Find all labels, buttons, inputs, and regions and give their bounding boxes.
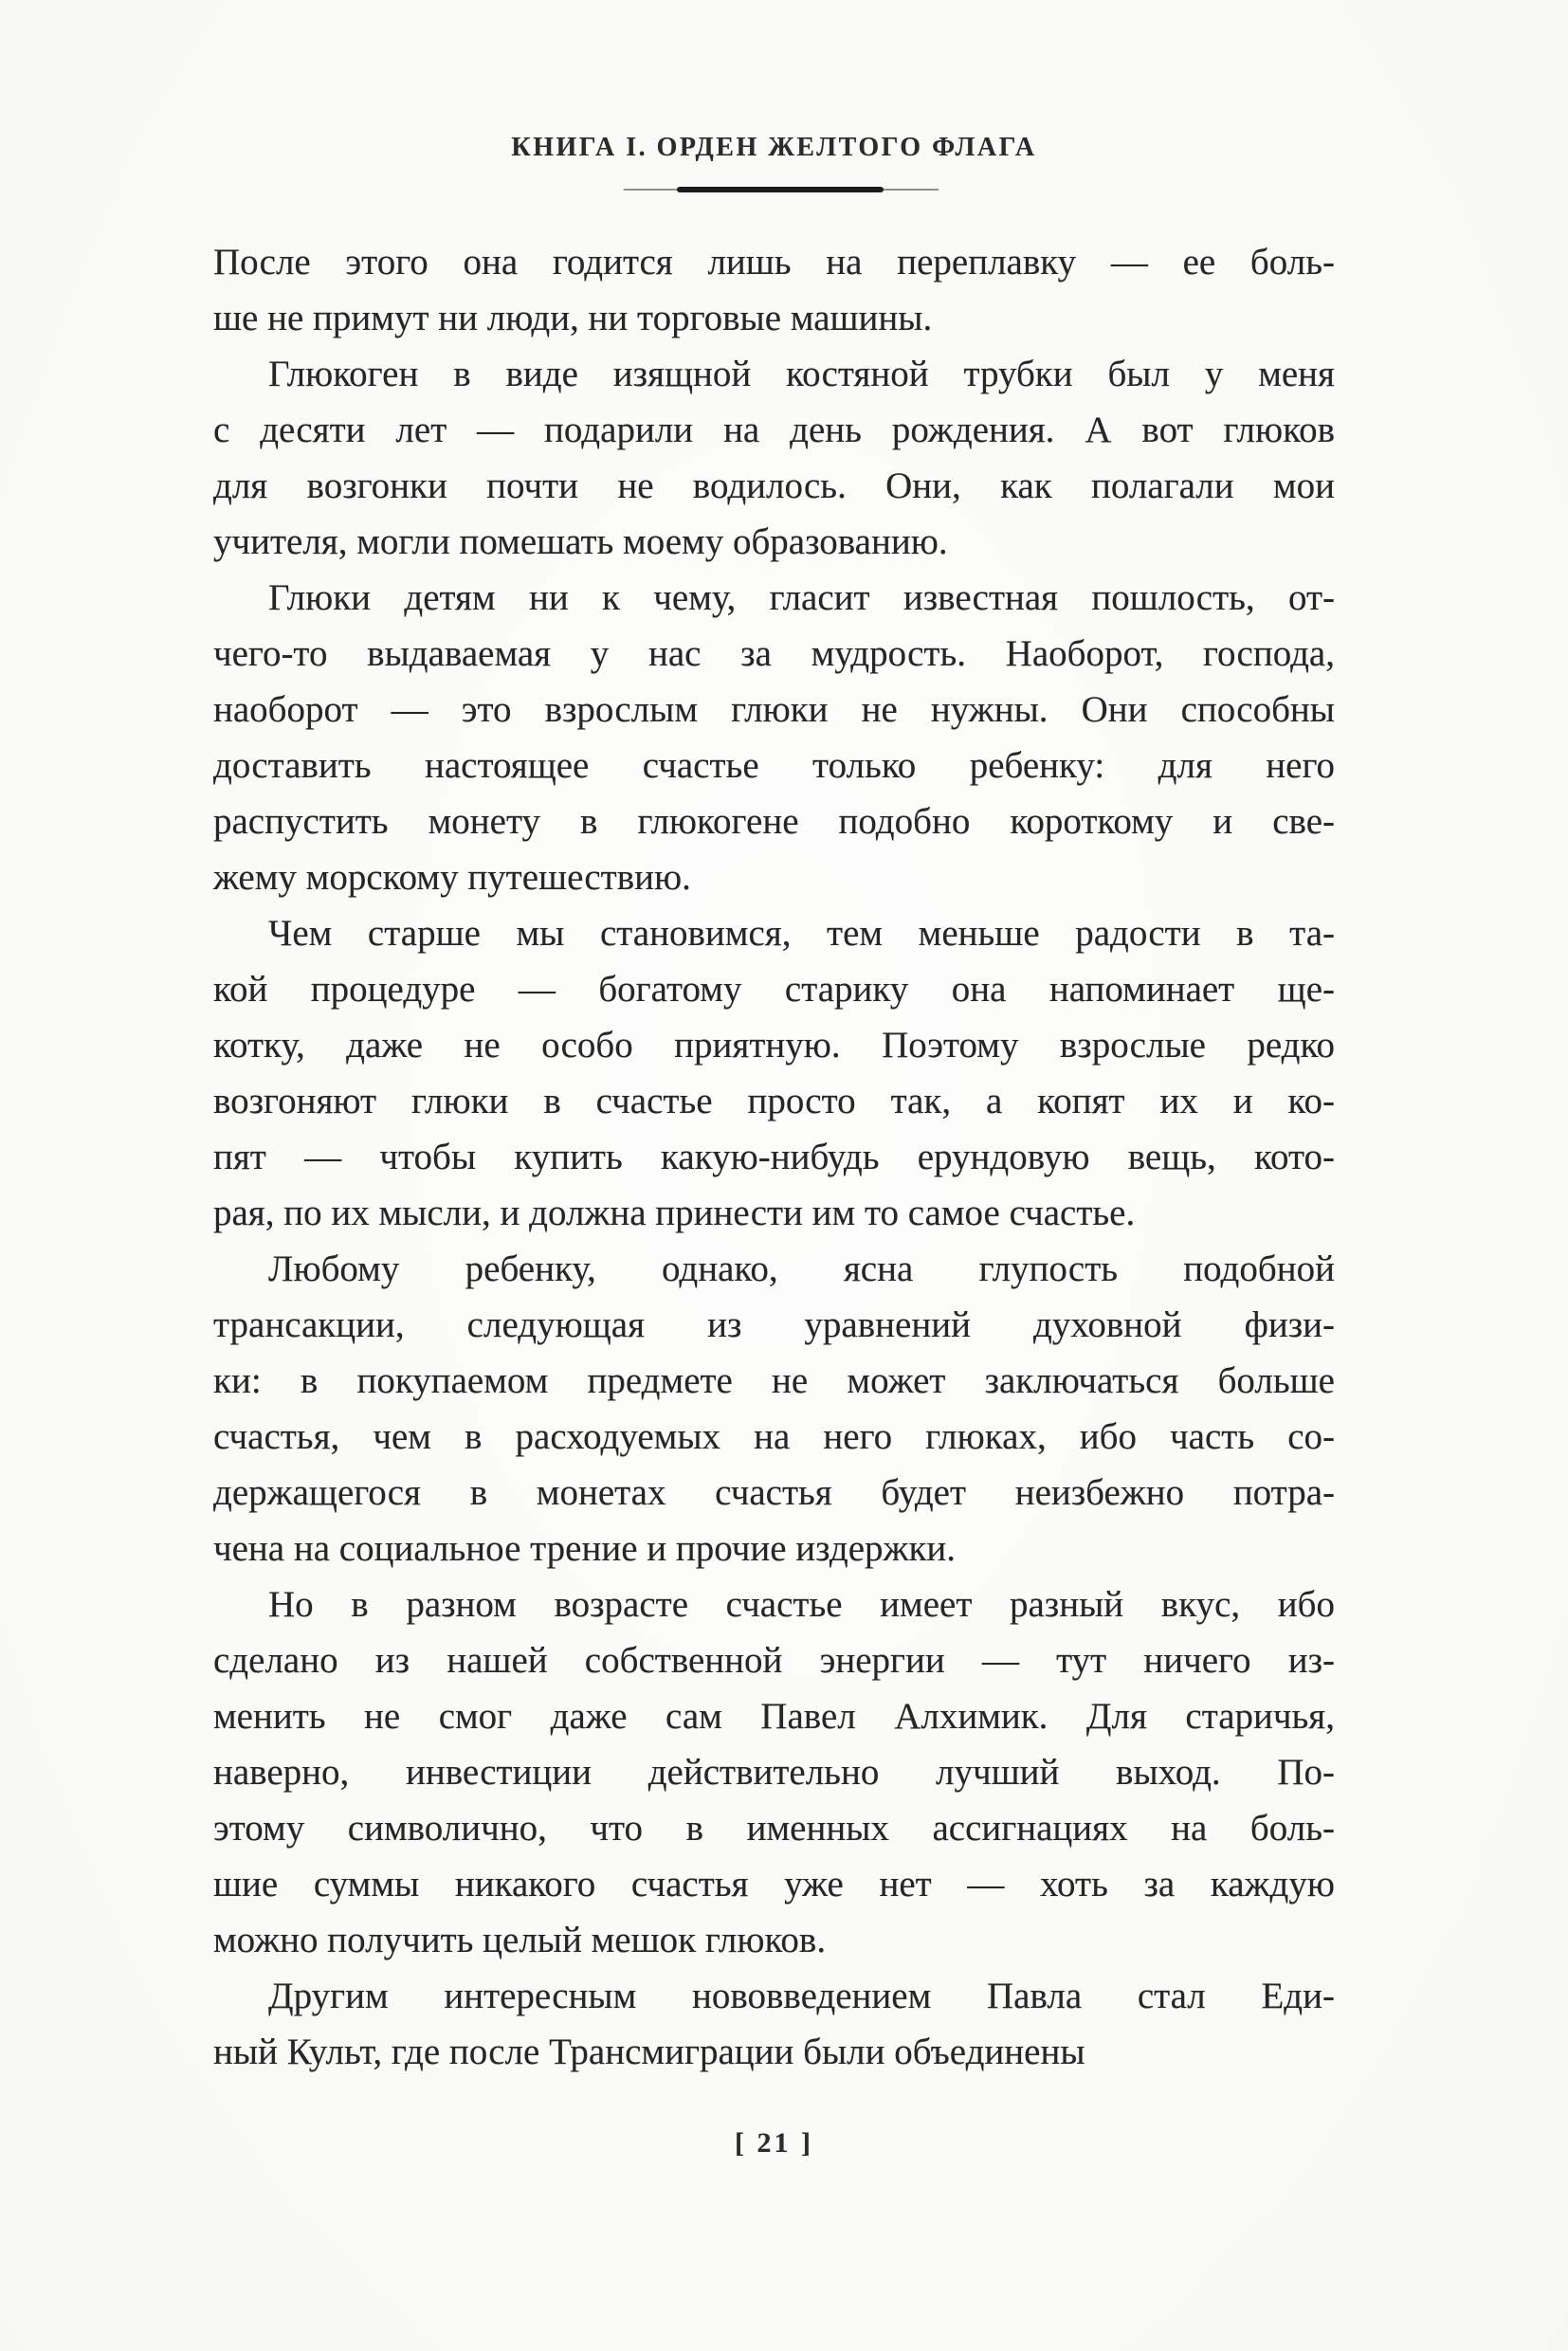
text-line: чена на социальное трение и прочие издержки. [213,1528,957,1569]
text-line: распустить монету в глюкогене подобно короткому и све- [213,801,1335,842]
text-line: ный Культ, где после Трансмиграции были объединены [213,2032,1085,2072]
text-line: наверно, инвестиции действительно лучший выход. По- [213,1752,1335,1793]
text-line: Но в разном возрасте счастье имеет разный вкус, ибо [268,1584,1335,1625]
paragraph [213,1576,1335,1968]
ornament-thick-bar [677,187,884,192]
running-header: КНИГА I. ОРДЕН ЖЕЛТОГО ФЛАГА [511,133,1037,162]
text-line: кой процедуре — богатому старику она напоминает ще- [213,969,1335,1010]
page-number: [ 21 ] [735,2127,813,2159]
text-line: рая, по их мысли, и должна принести им то самое счастье. [213,1193,1136,1233]
paragraph [213,1968,1335,2080]
text-line: ки: в покупаемом предмете не может заключаться больше [213,1360,1335,1401]
text-line: шие суммы никакого счастья уже нет — хоть за каждую [213,1864,1335,1904]
text-line: наоборот — это взрослым глюки не нужны. Они способны [213,689,1335,730]
text-line: менить не смог даже сам Павел Алхимик. Для старичья, [213,1696,1335,1737]
header-ornament-rule [624,186,939,192]
text-line: Любому ребенку, однако, ясна глупость подобной [268,1248,1335,1289]
body-text [213,234,1335,2080]
text-line: этому символично, что в именных ассигнациях на боль- [213,1808,1335,1849]
paragraph [213,346,1335,570]
paragraph [213,905,1335,1241]
text-line: сделано из нашей собственной энергии — тут ничего из- [213,1640,1335,1681]
text-line: Другим интересным нововведением Павла стал Еди- [268,1976,1335,2016]
text-line: Глюкоген в виде изящной костяной трубки был у меня [268,354,1335,394]
text-line: с десяти лет — подарили на день рождения. А вот глюков [213,410,1335,450]
text-line: После этого она годится лишь на переплавку — ее боль- [213,242,1335,282]
text-line: пят — чтобы купить какую-нибудь ерундовую вещь, кото- [213,1137,1335,1177]
paragraph [213,1241,1335,1576]
text-line: Чем старше мы становимся, тем меньше радости в та- [268,913,1335,954]
text-line: счастья, чем в расходуемых на него глюках, ибо часть со- [213,1416,1335,1457]
text-line: возгоняют глюки в счастье просто так, а копят их и ко- [213,1081,1335,1121]
text-line: трансакции, следующая из уравнений духовной физи- [213,1304,1335,1345]
text-line: ше не примут ни люди, ни торговые машины. [213,298,933,338]
text-line: чего-то выдаваемая у нас за мудрость. Наоборот, господа, [213,633,1335,674]
text-line: доставить настоящее счастье только ребенку: для него [213,745,1335,786]
text-line: жему морскому путешествию. [213,857,691,898]
paragraph [213,570,1335,905]
paragraph [213,234,1335,346]
text-line: можно получить целый мешок глюков. [213,1920,827,1960]
text-line: держащегося в монетах счастья будет неизбежно потра- [213,1472,1335,1513]
text-line: учителя, могли помешать моему образованию. [213,521,948,562]
text-line: для возгонки почти не водилось. Они, как полагали мои [213,465,1335,506]
text-line: Глюки детям ни к чему, гласит известная пошлость, от- [268,577,1335,618]
text-line: котку, даже не особо приятную. Поэтому взрослые редко [213,1025,1335,1066]
